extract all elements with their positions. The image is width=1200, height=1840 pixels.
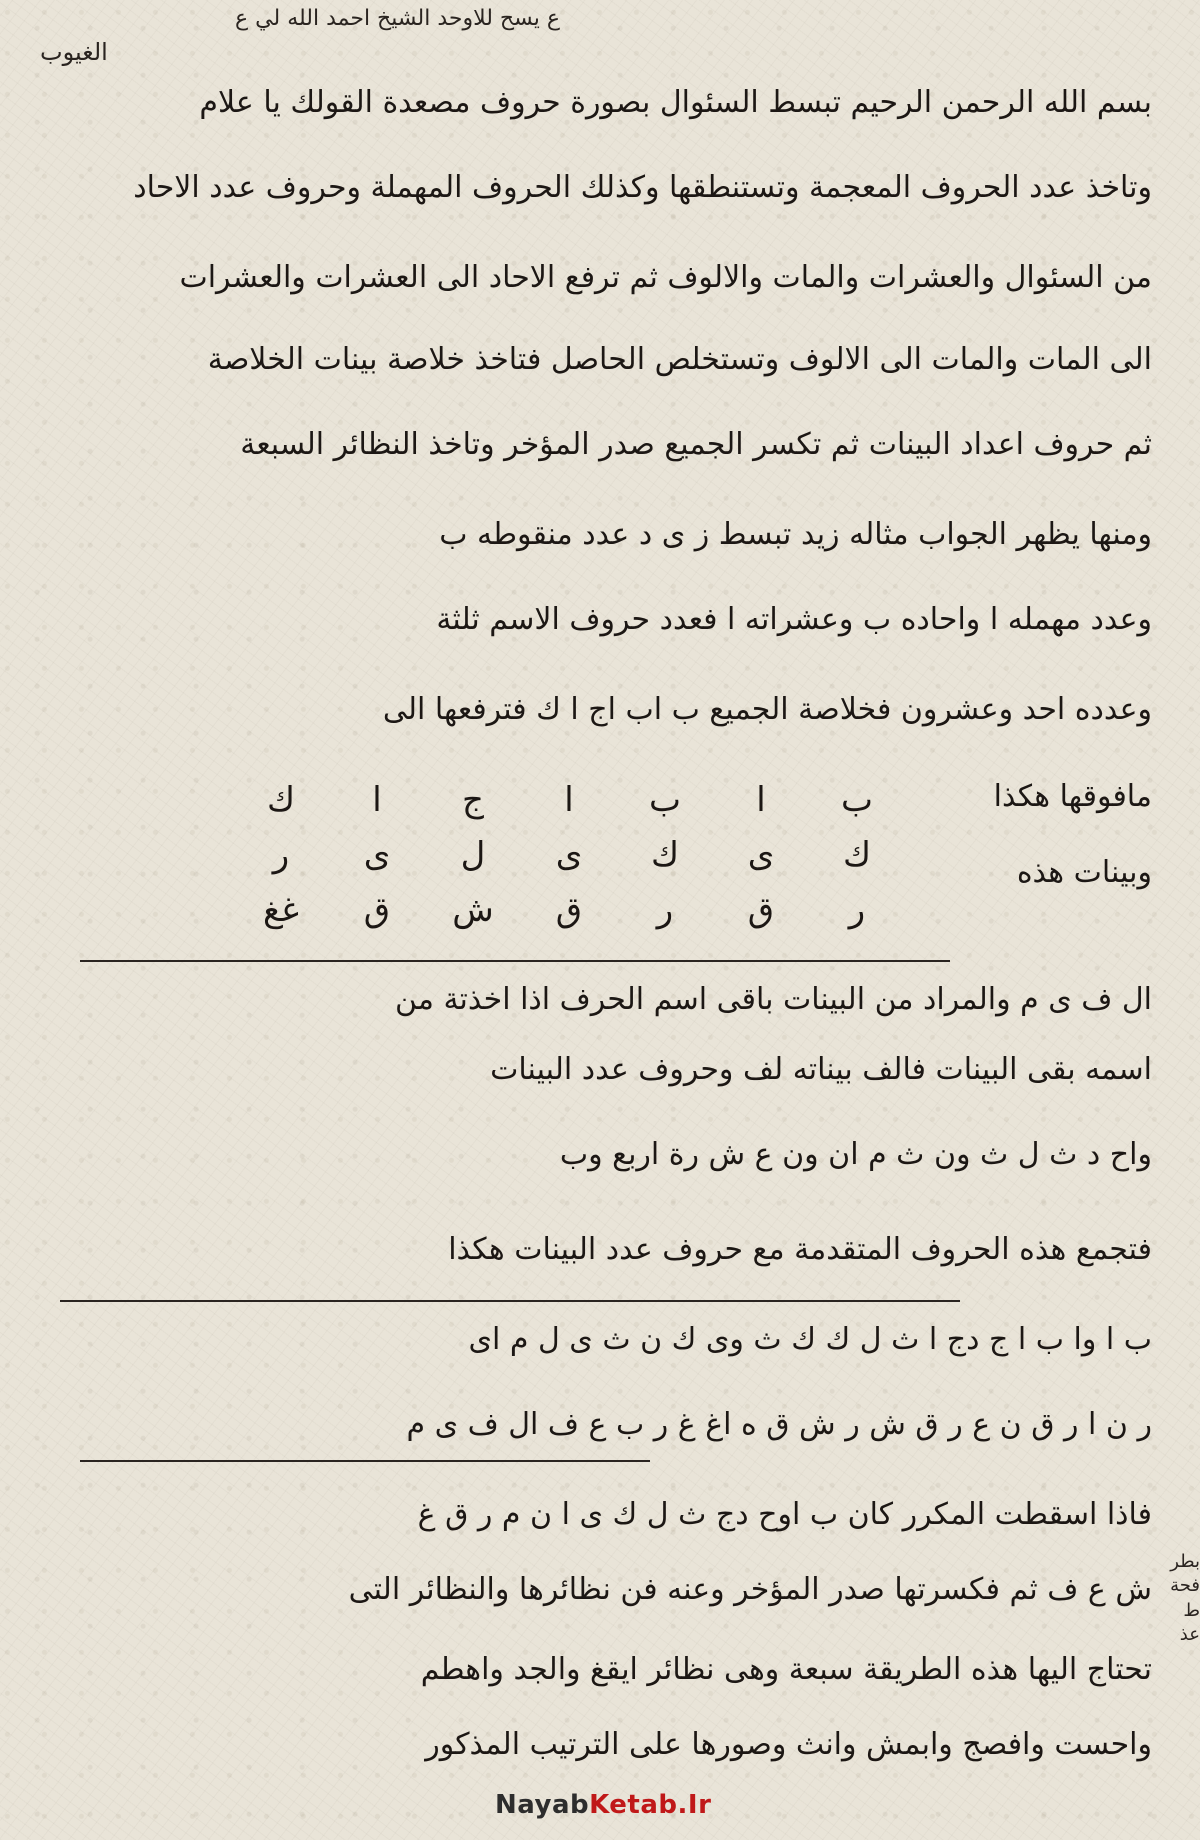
table-cell: ل [460,835,486,875]
text-line-5: ثم حروف اعداد البينات ثم تكسر الجميع صدر المؤخر وتاخذ النظائر السبعة [240,427,1152,462]
table-cell: ب [648,780,681,820]
text-line-11: واح د ث ل ث ون ث م ان ون ع ش رة اربع وب [559,1137,1152,1172]
text-line-10: اسمه بقى البينات فالف بيناته لف وحروف عدد البينات [490,1052,1152,1087]
table-cell: ك [842,835,872,875]
letter-table [205,780,905,940]
text-line-4: الى المات والمات الى الالوف وتستخلص الحاصل فتاخذ خلاصة بينات الخلاصة [207,342,1152,377]
table-cell: ا [372,780,382,820]
text-line-6: ومنها يظهر الجواب مثاله زيد تبسط ز ى د عدد منقوطه ب [439,517,1152,552]
watermark [495,1790,711,1820]
table-cell: ك [650,835,680,875]
table-cell: ى [363,835,391,875]
table-cell: ب [840,780,873,820]
text-line-2: وتاخذ عدد الحروف المعجمة وتستنطقها وكذلك الحروف المهملة وحروف عدد الاحاد [133,170,1152,205]
table-row [233,835,905,875]
top-left-note: الغيوب [40,38,108,66]
text-line-3: من السئوال والعشرات والمات والالوف ثم ترفع الاحاد الى العشرات والعشرات [179,260,1152,295]
table-row [233,890,905,930]
table-cell: ا [756,780,766,820]
margin-note: بطر فحة ط عذ [1170,1551,1200,1645]
watermark-part-1: Nayab [495,1790,590,1820]
text-line-8: وعدده احد وعشرون فخلاصة الجميع ب اب اج ا ك فترفعها الى [382,692,1152,727]
text-line-17: تحتاج اليها هذه الطريقة سبعة وهى نظائر ايقغ والجد واهطم [420,1652,1152,1687]
text-line-16: ش ع ف ثم فكسرتها صدر المؤخر وعنه فن نظائرها والنظائر التى [348,1572,1152,1607]
table-cell: ا [564,780,574,820]
table-cell: ى [747,835,775,875]
watermark-part-2: Ketab.Ir [589,1790,712,1820]
text-line-13: ب ا وا ب ا ج دج ا ث ل ك ك ث وى ك ن ث ى ل م اى [468,1322,1152,1357]
text-line-12: فتجمع هذه الحروف المتقدمة مع حروف عدد البينات هكذا [448,1232,1152,1267]
table-row [233,780,905,820]
text-line-15: فاذا اسقطت المكرر كان ب اوح دج ث ل ك ى ا ن م ر ق غ [417,1497,1152,1532]
text-line-1: بسم الله الرحمن الرحيم تبسط السئوال بصورة حروف مصعدة القولك يا علام [199,85,1152,120]
table-cell: ر [272,835,290,875]
table-cell: ق [747,890,775,930]
table-label-2: وبينات هذه [1016,855,1152,890]
text-line-14: ر ن ا ر ق ن ع ر ق ش ر ش ق ه اغ غ ر ب ع ف ال ف ى م [406,1407,1152,1442]
table-cell: غغ [263,890,299,930]
table-cell: ى [555,835,583,875]
table-label-1: مافوقها هكذا [993,779,1152,814]
text-line-18: واحست وافصج وابمش وانث وصورها على الترتيب المذكور [425,1727,1152,1762]
table-cell: ر [656,890,674,930]
header-note: ع يسح للاوحد الشيخ احمد الله لي ع [235,6,560,31]
divider-rule [80,960,950,962]
table-cell: ج [462,780,484,820]
text-line-7: وعدد مهمله ا واحاده ب وعشراته ا فعدد حروف الاسم ثلثة [436,602,1152,637]
table-cell: ش [452,890,494,930]
divider-rule [80,1460,650,1462]
table-cell: ك [266,780,296,820]
text-line-9: ال ف ى م والمراد من البينات باقى اسم الحرف اذا اخذتة من [395,982,1152,1017]
table-cell: ق [363,890,391,930]
table-cell: ر [848,890,866,930]
divider-rule [60,1300,960,1302]
table-cell: ق [555,890,583,930]
